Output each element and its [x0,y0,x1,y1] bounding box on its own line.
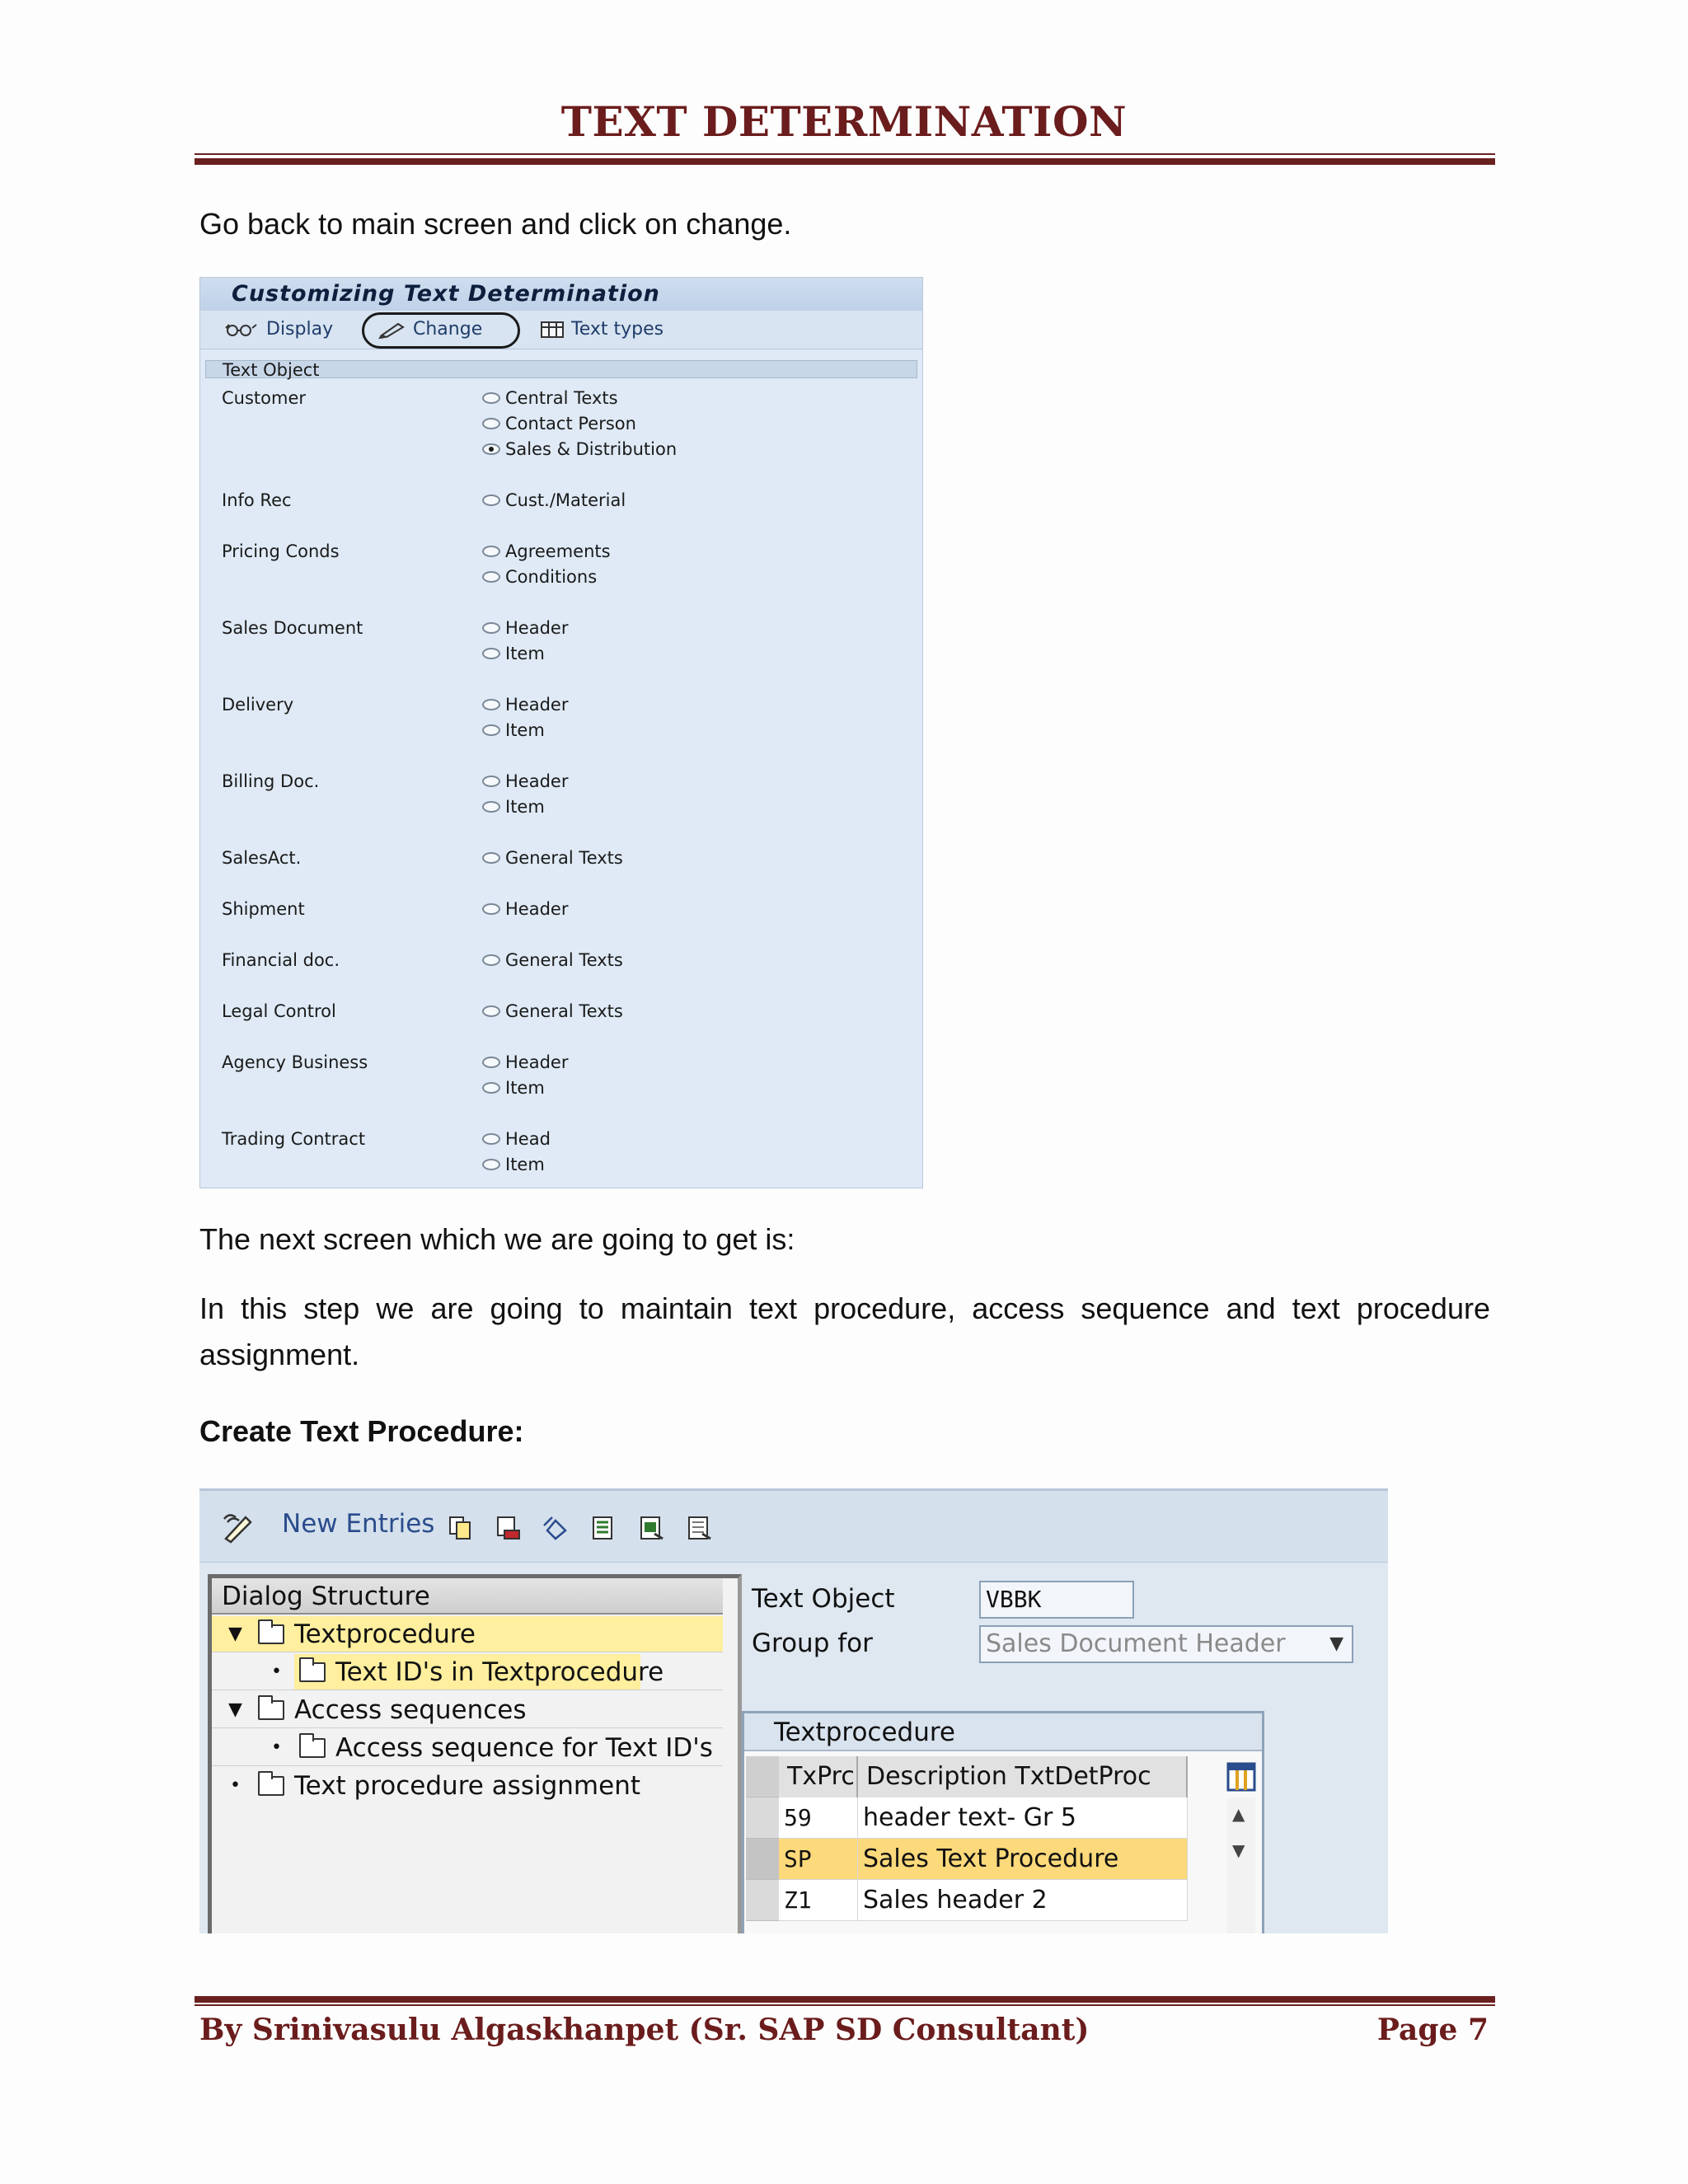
tree-item-text-ids[interactable] [212,1654,723,1690]
folder-icon [258,1776,284,1796]
textprocedure-table [742,1711,1264,1933]
deselect-all-icon[interactable] [686,1514,714,1542]
vertical-scrollbar[interactable] [1227,1797,1255,1933]
select-block-icon[interactable] [638,1514,666,1542]
radio-option[interactable] [482,644,545,663]
dialog-structure-panel [208,1574,742,1933]
radio-option[interactable] [482,771,568,791]
table-title: Textprocedure [744,1713,1262,1751]
header-rule-thin [195,153,1495,155]
text-object-field[interactable]: VBBK [979,1581,1134,1619]
table-cell-description[interactable]: Sales header 2 [858,1880,1188,1921]
table-cell-description[interactable]: header text- Gr 5 [858,1797,1188,1839]
text-object-label: Trading Contract [222,1129,366,1149]
radio-option[interactable] [482,848,623,868]
row-selector[interactable] [746,1880,779,1921]
sap-view-maintenance-screenshot [199,1488,1388,1933]
text-object-label: Customer [222,388,307,408]
radio-option[interactable] [482,414,636,434]
text-object-section-header: Text Object [205,360,917,378]
radio-option-label: Header [505,771,569,791]
radio-button[interactable] [482,903,500,915]
radio-button[interactable] [482,724,500,736]
undo-icon[interactable] [542,1514,570,1542]
radio-button[interactable] [482,954,500,966]
radio-button[interactable] [482,648,500,659]
group-for-dropdown[interactable] [979,1625,1353,1663]
dropdown-arrow-icon[interactable]: ▼ [1329,1633,1343,1654]
column-settings-icon[interactable] [1226,1761,1257,1793]
footer-rule-thick [195,1996,1495,2003]
radio-button[interactable] [482,852,500,864]
delete-icon[interactable] [495,1514,523,1542]
bullet-icon: • [230,1775,241,1796]
row-selector[interactable] [746,1797,779,1839]
radio-option[interactable] [482,797,545,817]
tree-item-label: Access sequence for Text ID's [335,1733,713,1763]
radio-button[interactable] [482,776,500,787]
text-object-label: Shipment [222,899,305,919]
expand-arrow-icon[interactable]: ▼ [228,1699,242,1720]
column-header-txprc[interactable]: TxPrc [779,1756,858,1797]
text-object-label: Delivery [222,695,294,715]
radio-option-label: Cust./Material [505,490,626,510]
text-object-label: Text Object [752,1584,895,1614]
tree-item-label: Text ID's in Textprocedure [335,1657,664,1687]
radio-option-label: Header [505,1052,569,1072]
footer-author: By Srinivasulu Algaskhanpet (Sr. SAP SD Consultant) [199,2013,1090,2047]
change-label: Change [413,319,483,340]
screen-title: Customizing Text Determination [200,278,922,311]
section-heading: Create Text Procedure: [199,1414,524,1448]
radio-option-label: Head [505,1129,551,1149]
table-cell-txprc[interactable]: 59 [779,1797,858,1839]
text-object-label: Financial doc. [222,950,340,970]
text-object-label: SalesAct. [222,848,302,868]
radio-button[interactable] [482,1159,500,1170]
radio-option-label: Header [505,695,569,715]
folder-icon [299,1662,326,1682]
toolbar [199,1488,1388,1563]
radio-option-label: General Texts [505,950,623,970]
radio-option-label: Central Texts [505,388,618,408]
radio-option[interactable] [482,950,623,970]
column-header-description[interactable]: Description TxtDetProc [858,1756,1188,1797]
text-object-label: Sales Document [222,618,363,638]
radio-button[interactable] [482,443,500,455]
tree-item-label: Textprocedure [294,1619,476,1649]
tree-item-label: Access sequences [294,1695,527,1725]
tree-item-access-sequences[interactable] [212,1692,723,1728]
scroll-down-icon[interactable]: ▼ [1232,1840,1245,1860]
copy-icon[interactable] [447,1514,475,1542]
bullet-icon: • [271,1737,282,1758]
new-entries-button[interactable]: New Entries [282,1509,435,1539]
radio-option-label: Contact Person [505,414,636,434]
radio-button[interactable] [482,494,500,506]
radio-option[interactable] [482,1129,551,1149]
radio-option-label: Item [505,1078,545,1098]
radio-option[interactable] [482,490,626,510]
tree-item-label: Text procedure assignment [294,1771,640,1801]
text-object-label: Agency Business [222,1052,368,1072]
radio-button[interactable] [482,1057,500,1068]
radio-option-label: Item [505,644,545,663]
radio-option[interactable] [482,899,568,919]
text-object-label: Billing Doc. [222,771,320,791]
radio-option-label: Agreements [505,541,611,561]
row-selector[interactable] [746,1839,779,1880]
radio-button[interactable] [482,801,500,813]
radio-option[interactable] [482,720,545,740]
text-object-label: Info Rec [222,490,292,510]
radio-option[interactable] [482,541,611,561]
radio-button[interactable] [482,392,500,404]
radio-option-label: Header [505,899,569,919]
table-cell-description[interactable]: Sales Text Procedure [858,1839,1188,1880]
paragraph-intro: Go back to main screen and click on change. [199,207,792,241]
document-title: TEXT DETERMINATION [560,97,1128,146]
text-object-label: Legal Control [222,1001,336,1021]
text-types-label: Text types [571,319,664,340]
group-for-value: Sales Document Header [986,1629,1286,1658]
change-display-icon[interactable] [221,1511,257,1544]
select-all-cell[interactable] [746,1756,779,1797]
radio-option[interactable] [482,567,597,587]
folder-icon [299,1738,326,1758]
radio-option-label: General Texts [505,1001,623,1021]
tree-item-procedure-assignment[interactable] [212,1768,723,1804]
radio-option-label: Item [505,797,545,817]
header-rule-thick [195,158,1495,165]
radio-button[interactable] [482,622,500,634]
radio-option[interactable] [482,1155,545,1174]
radio-option[interactable] [482,1001,623,1021]
open-folder-icon [258,1624,284,1644]
footer-rule-thin [195,2004,1495,2006]
paragraph-step: In this step we are going to maintain text procedure, access sequence and text procedure assignment. [199,1291,1490,1371]
table-cell-txprc[interactable]: SP [779,1839,858,1880]
radio-option[interactable] [482,1052,568,1072]
radio-button[interactable] [482,1005,500,1017]
radio-option-label: Item [505,720,545,740]
radio-option-label: Conditions [505,567,598,587]
group-for-label: Group for [752,1629,873,1658]
table-cell-txprc[interactable]: Z1 [779,1880,858,1921]
text-object-list [200,278,922,1188]
footer-page-number: Page 7 [1376,2013,1489,2047]
bullet-icon: • [271,1661,282,1682]
paragraph-next-screen: The next screen which we are going to get is: [199,1222,795,1256]
radio-button[interactable] [482,1082,500,1094]
sap-customizing-screenshot [199,277,923,1188]
radio-button[interactable] [482,699,500,710]
radio-option[interactable] [482,1078,545,1098]
radio-option[interactable] [482,439,677,459]
dialog-structure-title: Dialog Structure [212,1578,723,1615]
tree-item-access-sequence-text-ids[interactable] [212,1730,723,1766]
radio-option[interactable] [482,618,568,638]
radio-option-label: Header [505,618,569,638]
radio-option-label: Sales & Distribution [505,439,678,459]
radio-option[interactable] [482,388,618,408]
radio-button[interactable] [482,418,500,429]
folder-icon [258,1700,284,1720]
radio-button[interactable] [482,1133,500,1145]
expand-arrow-icon[interactable]: ▼ [228,1624,242,1644]
radio-option-label: General Texts [505,848,623,868]
tree-item-textprocedure[interactable] [212,1616,723,1652]
radio-button[interactable] [482,546,500,557]
radio-button[interactable] [482,571,500,583]
text-object-label: Pricing Conds [222,541,340,561]
radio-option-label: Item [505,1155,545,1174]
radio-option[interactable] [482,695,568,715]
scroll-up-icon[interactable]: ▲ [1232,1804,1245,1824]
display-label: Display [266,319,334,340]
select-all-icon[interactable] [590,1514,618,1542]
